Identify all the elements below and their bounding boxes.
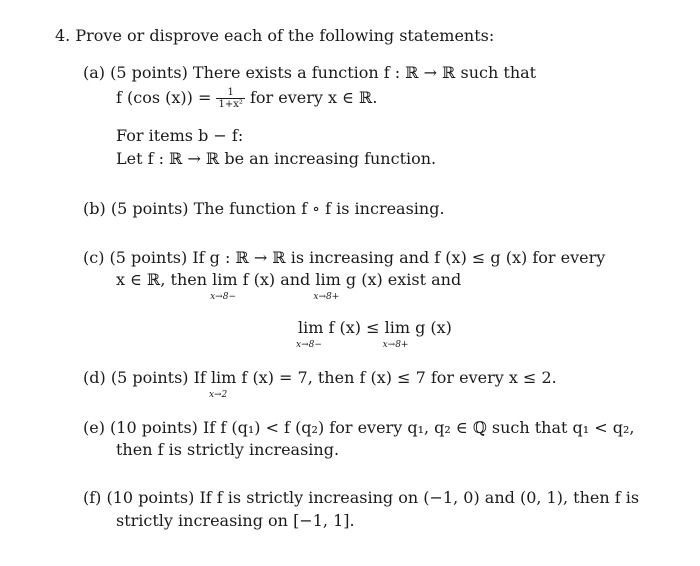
assumption-line	[116, 149, 436, 169]
item-d-label: (d)	[83, 368, 106, 387]
item-f-text1: (10 points) If f is strictly increasing on (−1, 0) and (0, 1), then f is	[106, 488, 640, 507]
limit-subscript: x→2	[208, 390, 228, 400]
items-note-text: For items b − f:	[116, 126, 244, 145]
problem-heading	[55, 26, 494, 46]
item-e-line1	[83, 418, 634, 438]
problem-instruction: Prove or disprove each of the following statements:	[75, 26, 495, 45]
limit-right	[382, 318, 410, 350]
item-a-equation-lhs: f (cos (x)) =	[116, 88, 217, 107]
item-c-text2b: f (x) and	[237, 270, 311, 289]
display-left-expr: f (x) ≤	[323, 318, 380, 337]
lim-operator: lim	[298, 318, 324, 337]
item-e-text2: then f is strictly increasing.	[116, 440, 340, 459]
limit-subscript: x→8−	[210, 292, 236, 302]
item-f-line1	[83, 488, 639, 508]
problem-number: 4.	[55, 26, 71, 45]
limit-left	[210, 270, 238, 302]
item-f-line2	[116, 511, 355, 531]
limit-subscript: x→8+	[382, 340, 409, 350]
fraction-denominator: 1+x²	[218, 99, 243, 110]
item-c-label: (c)	[83, 248, 105, 267]
limit-d	[208, 368, 237, 400]
item-c-line2	[116, 270, 462, 302]
lim-operator: lim	[210, 368, 237, 387]
limit-right	[313, 270, 341, 302]
item-d	[83, 368, 557, 400]
limit-subscript: x→8+	[313, 292, 340, 302]
item-c-display-inequality	[296, 318, 452, 350]
limit-left	[296, 318, 324, 350]
item-c-text2a: x ∈ ℝ, then	[116, 270, 208, 289]
item-a-text1: (5 points) There exists a function f : ℝ → ℝ such that	[110, 63, 537, 82]
item-e-line2	[116, 440, 339, 460]
item-a-line2	[116, 87, 377, 110]
lim-operator: lim	[212, 270, 238, 289]
item-c-line1	[83, 248, 605, 268]
lim-operator: lim	[315, 270, 341, 289]
item-c-text1: (5 points) If g : ℝ → ℝ is increasing and f (x) ≤ g (x) for every	[109, 248, 606, 267]
item-e-label: (e)	[83, 418, 105, 437]
item-b	[83, 199, 445, 219]
item-a-equation-rhs: for every x ∈ ℝ.	[244, 88, 378, 107]
item-d-pre: (5 points) If	[110, 368, 206, 387]
item-f-label: (f)	[83, 488, 102, 507]
lim-operator: lim	[384, 318, 410, 337]
fraction-numerator: 1	[216, 87, 244, 99]
item-a-line1	[83, 63, 536, 83]
items-note-heading	[116, 126, 243, 146]
limit-subscript: x→8−	[296, 340, 322, 350]
item-d-post: f (x) = 7, then f (x) ≤ 7 for every x ≤ 2.	[236, 368, 557, 387]
assumption-text: Let f : ℝ → ℝ be an increasing function.	[116, 149, 437, 168]
item-b-text: (5 points) The function f ∘ f is increasing.	[110, 199, 445, 218]
item-a-label: (a)	[83, 63, 106, 82]
item-b-label: (b)	[83, 199, 106, 218]
item-c-text2c: g (x) exist and	[340, 270, 462, 289]
item-f-text2: strictly increasing on [−1, 1].	[116, 511, 355, 530]
display-right-expr: g (x)	[410, 318, 452, 337]
item-a-fraction	[216, 87, 244, 110]
item-e-text1: (10 points) If f (q₁) < f (q₂) for every q₁, q₂ ∈ ℚ such that q₁ < q₂,	[110, 418, 635, 437]
